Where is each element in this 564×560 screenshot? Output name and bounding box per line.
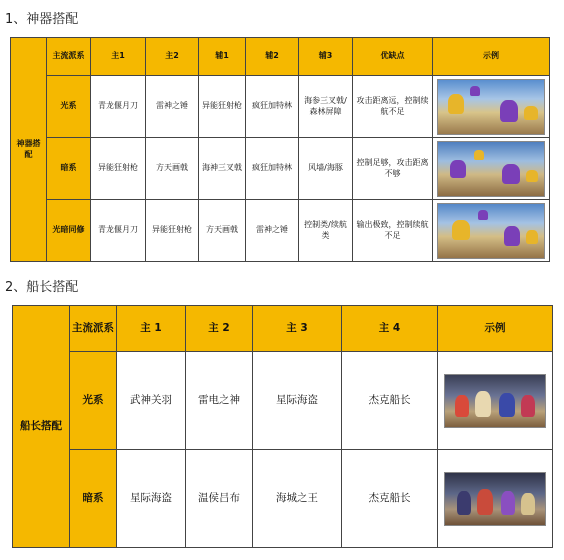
example-screenshot [437,141,545,197]
example-cell [433,200,550,262]
table-cell: 异能狂射枪 [146,200,199,262]
table-cell: 青龙偃月刀 [91,76,146,138]
artifact-group-label: 神器搭配 [11,38,47,262]
table-cell: 异能狂射枪 [199,76,246,138]
header-main2: 主 2 [186,306,253,352]
row-faction-name: 光暗同修 [47,200,91,262]
example-screenshot [444,374,546,428]
example-cell [433,76,550,138]
section1-heading: 1、神器搭配 [5,12,79,27]
header-main4: 主 4 [342,306,438,352]
table-cell: 青龙偃月刀 [91,200,146,262]
captain-table [12,305,553,548]
header-main3: 主 3 [253,306,342,352]
example-cell [438,450,553,548]
table-cell: 海参三叉戟/森林屏障 [299,76,353,138]
table-cell: 杰克船长 [342,352,438,450]
artifact-table [10,37,550,262]
header-faction: 主流派系 [47,38,91,76]
header-aux2: 辅2 [246,38,299,76]
table-cell: 雷神之锤 [246,200,299,262]
header-main1: 主 1 [117,306,186,352]
table-cell: 杰克船长 [342,450,438,548]
table-cell: 星际海盗 [117,450,186,548]
table-cell: 疯狂加特林 [246,138,299,200]
table-cell: 疯狂加特林 [246,76,299,138]
row-faction-name: 光系 [47,76,91,138]
header-aux3: 辅3 [299,38,353,76]
table-cell: 输出极致，控制续航不足 [353,200,433,262]
table-cell: 异能狂射枪 [91,138,146,200]
row-faction-name: 暗系 [47,138,91,200]
example-cell [433,138,550,200]
section2-heading: 2、船长搭配 [5,280,79,295]
example-cell [438,352,553,450]
table-cell: 方天画戟 [146,138,199,200]
table-cell: 攻击距离远，控制续航不足 [353,76,433,138]
table-cell: 雷神之锤 [146,76,199,138]
table-cell: 雷电之神 [186,352,253,450]
table-cell: 控制类/续航类 [299,200,353,262]
header-main2: 主2 [146,38,199,76]
table-cell: 温侯吕布 [186,450,253,548]
header-example: 示例 [433,38,550,76]
row-faction-name: 暗系 [70,450,117,548]
header-pros-cons: 优缺点 [353,38,433,76]
header-example: 示例 [438,306,553,352]
header-main1: 主1 [91,38,146,76]
table-cell: 星际海盗 [253,352,342,450]
captain-group-label: 船长搭配 [13,306,70,548]
table-cell: 海神三叉戟 [199,138,246,200]
table-cell: 控制足够，攻击距离不够 [353,138,433,200]
example-screenshot [437,79,545,135]
table-cell: 方天画戟 [199,200,246,262]
header-aux1: 辅1 [199,38,246,76]
table-cell: 海城之王 [253,450,342,548]
row-faction-name: 光系 [70,352,117,450]
example-screenshot [444,472,546,526]
table-cell: 武神关羽 [117,352,186,450]
example-screenshot [437,203,545,259]
header-faction: 主流派系 [70,306,117,352]
table-cell: 风墙/海豚 [299,138,353,200]
